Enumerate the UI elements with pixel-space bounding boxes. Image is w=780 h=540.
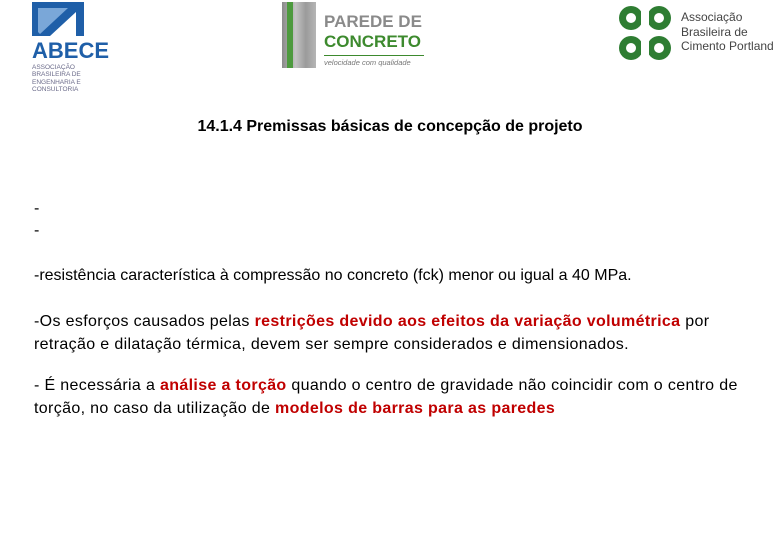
abece-logo bbox=[22, 0, 110, 100]
abcp-logo bbox=[615, 2, 780, 68]
green-stripe bbox=[287, 2, 293, 68]
paragraph-torcao: - É necessária a análise a torção quando o centro de gravidade não coincidir com o centro de torção, no caso da utilização de modelos de barras para as paredes bbox=[34, 377, 738, 417]
logo-line-1: PAREDE DE bbox=[324, 12, 422, 31]
logo-tagline: velocidade com qualidade bbox=[324, 58, 411, 67]
abece-subtitle: ASSOCIAÇÃO BRASILEIRA DE ENGENHARIA E CONSULTORIA bbox=[32, 64, 81, 94]
abece-mark-icon bbox=[28, 0, 88, 36]
bullet-dash-1: - bbox=[34, 200, 40, 217]
section-title: 14.1.4 Premissas básicas de concepção de projeto bbox=[197, 118, 583, 135]
abcp-mark-icon bbox=[615, 2, 675, 66]
logo-divider bbox=[324, 55, 424, 56]
paragraph-restricoes: -Os esforços causados pelas restrições devido aos efeitos da variação volumétrica por retração e dilatação térmica, devem ser sempre considerados e dimensionados. bbox=[34, 313, 710, 353]
highlight-analise-torcao: análise a torção bbox=[160, 377, 287, 394]
highlight-modelos-barras: modelos de barras para as paredes bbox=[275, 400, 556, 417]
highlight-restricoes: restrições devido aos efeitos da variação volumétrica bbox=[254, 313, 681, 330]
abcp-text: Associação Brasileira de Cimento Portland bbox=[681, 10, 774, 53]
logo-line-2: CONCRETO bbox=[324, 32, 421, 51]
bullet-dash-2: - bbox=[34, 222, 40, 239]
paragraph-fck: -resistência característica à compressão no concreto (fck) menor ou igual a 40 MPa. bbox=[34, 267, 632, 284]
parede-de-concreto-logo bbox=[282, 2, 427, 70]
abece-name: ABECE bbox=[32, 38, 110, 63]
